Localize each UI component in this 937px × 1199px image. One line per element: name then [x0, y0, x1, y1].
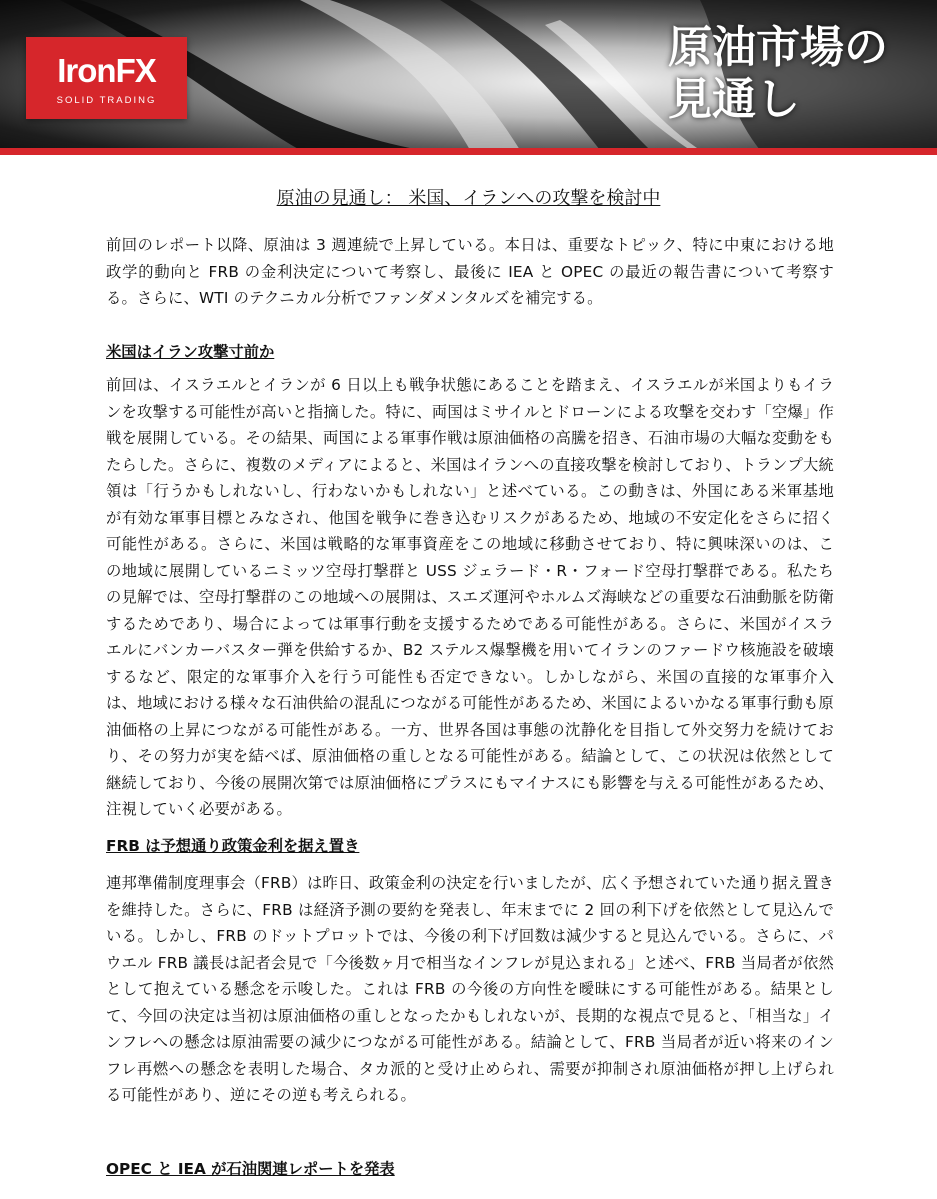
header-divider: [0, 148, 937, 155]
section-heading-opec-iea: OPEC と IEA が石油関連レポートを発表: [106, 1160, 395, 1178]
banner-title: [668, 22, 928, 126]
banner-title-line1: 原油市場の: [668, 22, 888, 73]
document-title: 原油の見通し： 米国、イランへの攻撃を検討中: [276, 188, 661, 209]
header-banner: [0, 0, 937, 150]
banner-title-line2: 見通し: [668, 74, 800, 125]
logo-name: IronFX: [57, 52, 156, 89]
section-heading-frb: FRB は予想通り政策金利を据え置き: [106, 837, 360, 855]
logo-tagline: SOLID TRADING: [56, 95, 157, 106]
section-body-us-iran: 前回は、イスラエルとイランが 6 日以上も戦争状態にあることを踏まえ、イスラエルが米国よりもイランを攻撃する可能性が高いと指摘した。特に、両国はミサイルとドローンによる攻撃を交わす「空爆」作戦を展開している。その結果、両国による軍事作戦は原油価格の高騰を招き、石油市場の大幅な変動をもたらした。さらに、複数のメディアによると、米国はイランへの直接攻撃を検討しており、トランプ大統領は「行うかもしれないし、行わないかもしれない」と述べている。この動きは、外国にある米軍基地が有効な軍事目標とみなされ、他国を戦争に巻き込むリスクがあるため、地域の不安定化をさらに招く可能性がある。さらに、米国は戦略的な軍事資産をこの地域に移動させており、特に興味深いのは、この地域に展開しているニミッツ空母打撃群と USS ジェラード・R・フォード空母打撃群である。私たちの見解では、空母打撃群のこの地域への展開は、スエズ運河やホルムズ海峡などの重要な石油動脈を防衛するためであり、場合によっては軍事行動を支援するためである可能性がある。さらに、米国がイスラエルにバンカーバスター弾を供給するか、B2 ステルス爆撃機を用いてイランのファードウ核施設を破壊するなど、限定的な軍事介入を行う可能性も否定できない。しかしながら、米国の直接的な軍事介入は、地域における様々な石油供給の混乱につながる可能性があるため、米国によるいかなる軍事行動も原油価格の上昇につながる可能性がある。一方、世界各国は事態の沈静化を目指して外交努力を続けており、その努力が実を結べば、原油価格の重しとなる可能性がある。結論として、この状況は依然として継続しており、今後の展開次第では原油価格にプラスにもマイナスにも影響を与える可能性があるため、注視していく必要がある。: [106, 376, 834, 818]
section-heading-us-iran: 米国はイラン攻撃寸前か: [106, 343, 275, 361]
intro-paragraph: 前回のレポート以降、原油は 3 週連続で上昇している。本日は、重要なトピック、特に中東における地政学的動向と FRB の金利決定について考察し、最後に IEA と OPEC の最近の報告書について考察する。さらに、WTI のテクニカル分析でファンダメンタルズを補完する。: [106, 236, 834, 307]
section-body-frb: 連邦準備制度理事会（FRB）は昨日、政策金利の決定を行いましたが、広く予想されていた通り据え置きを維持した。さらに、FRB は経済予測の要約を発表し、年末までに 2 回の利下げを依然として見込んでいる。しかし、FRB のドットプロットでは、今後の利下げ回数は減少すると見込んでいる。さらに、パウエル FRB 議長は記者会見で「今後数ヶ月で相当なインフレが見込まれる」と述べ、FRB 当局者が依然として抱えている懸念を示唆した。これは FRB の今後の方向性を曖昧にする可能性がある。結果として、今回の決定は当初は原油価格の重しとなったかもしれないが、長期的な視点で見ると、「相当な」インフレへの懸念は原油需要の減少につながる可能性がある。結論として、FRB 当局者が近い将来のインフレ再燃への懸念を表明した場合、タカ派的と受け止められ、需要が抑制され原油価格が押し上げられる可能性があり、逆にその逆も考えられる。: [106, 874, 834, 1104]
ironfx-logo: [26, 37, 187, 119]
